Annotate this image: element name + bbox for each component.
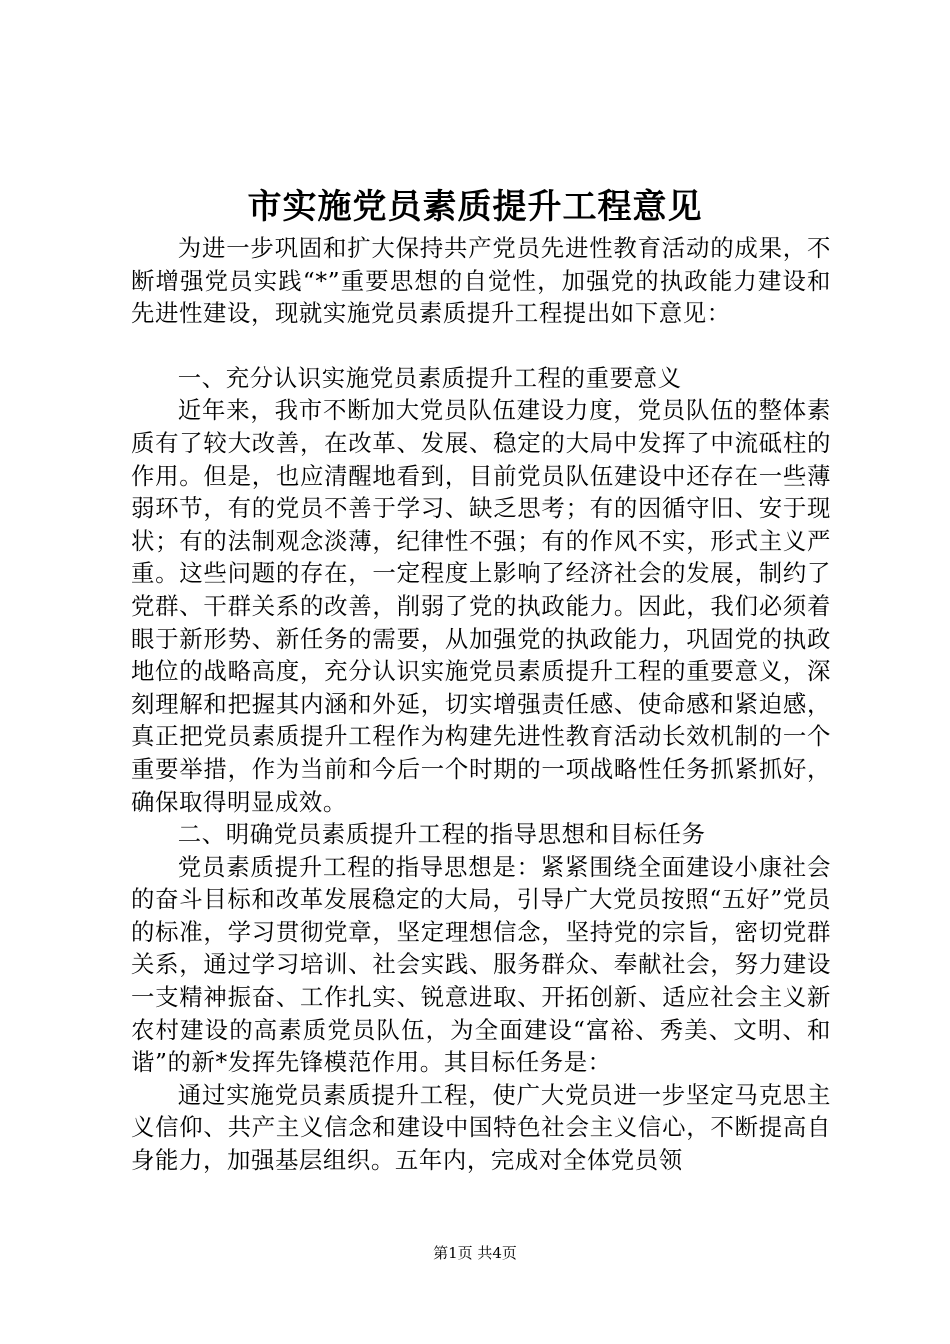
document-title: 市实施党员素质提升工程意见: [247, 187, 703, 227]
paragraph-significance: 近年来，我市不断加大党员队伍建设力度，党员队伍的整体素质有了较大改善，在改革、发展、稳定的大局中发挥了中流砥柱的作用。但是，也应清醒地看到，目前党员队伍建设中还存在一些薄弱环节，有的党员不善于学习、缺乏思考；有的因循守旧、安于现状；有的法制观念淡薄，纪律性不强；有的作风不实，形式主义严重。这些问题的存在，一定程度上影响了经济社会的发展，制约了党群、干群关系的改善，削弱了党的执政能力。因此，我们必须着眼于新形势、新任务的需要，从加强党的执政能力，巩固党的执政地位的战略高度，充分认识实施党员素质提升工程的重要意义，深刻理解和把握其内涵和外延，切实增强责任感、使命感和紧迫感，真正把党员素质提升工程作为构建先进性教育活动长效机制的一个重要举措，作为当前和今后一个时期的一项战略性任务抓紧抓好，确保取得明显成效。: [131, 396, 831, 816]
paragraph-gap: [131, 330, 831, 362]
paragraph-intro: 为进一步巩固和扩大保持共产党员先进性教育活动的成果，不断增强党员实践“*”重要思想的自觉性，加强党的执政能力建设和先进性建设，现就实施党员素质提升工程提出如下意见：: [131, 234, 831, 328]
section-heading-2: 二、明确党员素质提升工程的指导思想和目标任务: [177, 820, 706, 849]
section-heading-1: 一、充分认识实施党员素质提升工程的重要意义: [177, 363, 682, 392]
document-body: [131, 232, 831, 1177]
page-footer: 第1页 共4页: [433, 1244, 517, 1262]
paragraph-guiding-thought: 党员素质提升工程的指导思想是：紧紧围绕全面建设小康社会的奋斗目标和改革发展稳定的大局，引导广大党员按照“五好”党员的标准，学习贯彻党章，坚定理想信念，坚持党的宗旨，密切党群关系，通过学习培训、社会实践、服务群众、奉献社会，努力建设一支精神振奋、工作扎实、锐意进取、开拓创新、适应社会主义新农村建设的高素质党员队伍，为全面建设“富裕、秀美、文明、和谐”的新*发挥先锋模范作用。其目标任务是：: [131, 852, 831, 1077]
paragraph-goals: 通过实施党员素质提升工程，使广大党员进一步坚定马克思主义信仰、共产主义信念和建设中国特色社会主义信心，不断提高自身能力，加强基层组织。五年内，完成对全体党员领: [131, 1080, 831, 1175]
